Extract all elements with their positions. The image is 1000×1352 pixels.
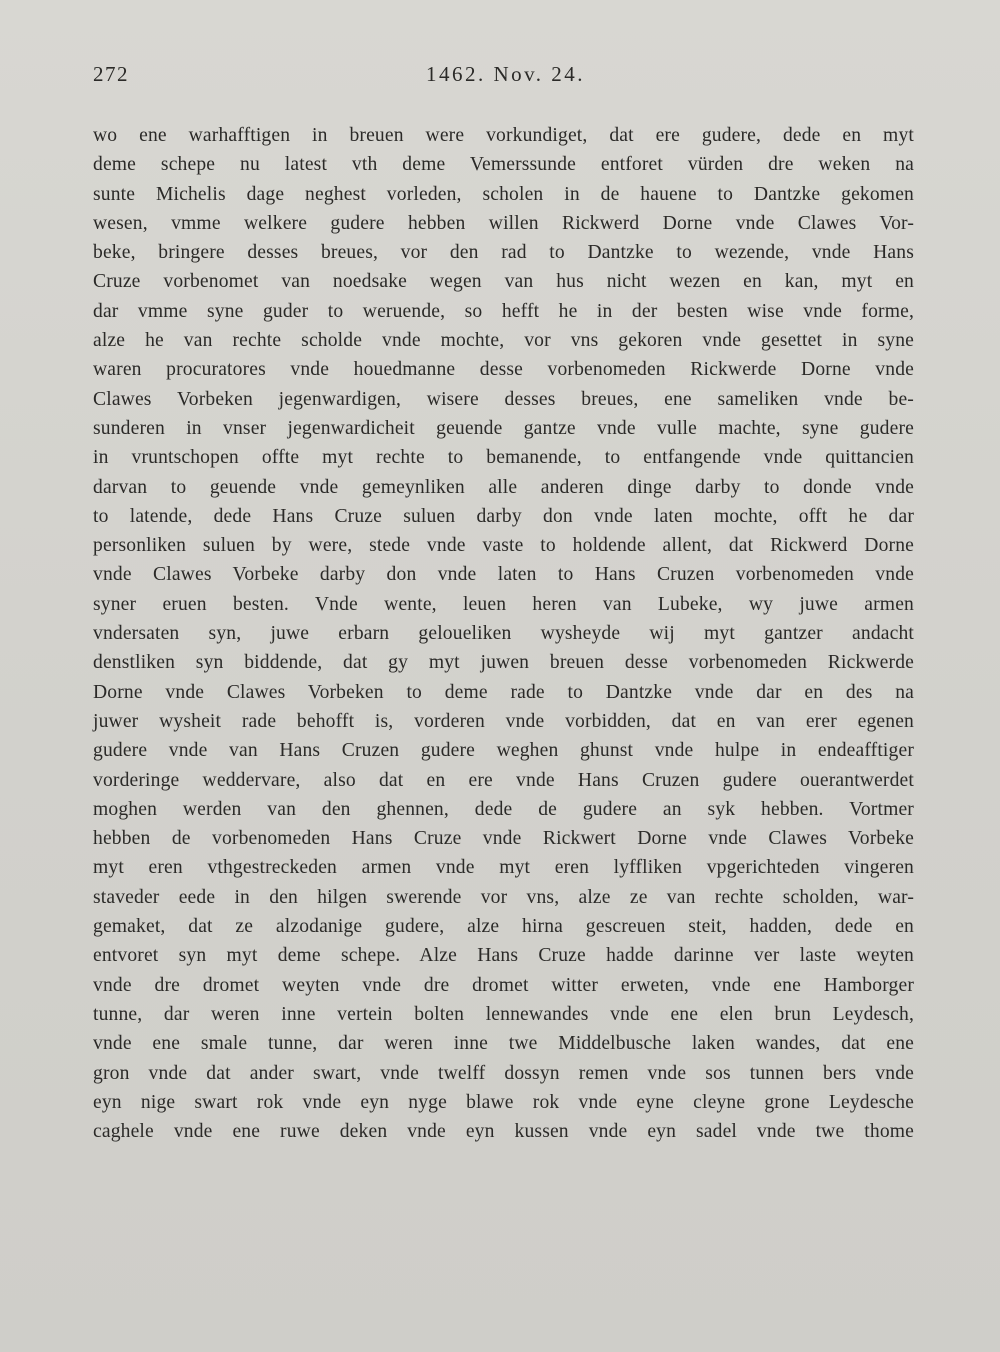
text-line: moghen werden van den ghennen, dede de gudere an syk hebben. Vortmer bbox=[93, 798, 914, 820]
text-line: denstliken syn biddende, dat gy myt juwen breuen desse vorbenomeden Rickwerde bbox=[93, 652, 914, 674]
text-line: darvan to geuende vnde gemeynliken alle anderen dinge darby to donde vnde bbox=[93, 476, 914, 498]
page-header bbox=[93, 62, 913, 90]
text-line: wesen, vmme welkere gudere hebben willen Rickwerd Dorne vnde Clawes Vor- bbox=[93, 212, 914, 234]
body-text bbox=[93, 121, 914, 1146]
text-line: tunne, dar weren inne vertein bolten lennewandes vnde ene elen brun Leydesch, bbox=[93, 1003, 914, 1025]
text-line: vnde ene smale tunne, dar weren inne twe Middelbusche laken wandes, dat ene bbox=[93, 1033, 914, 1055]
text-line: caghele vnde ene ruwe deken vnde eyn kussen vnde eyn sadel vnde twe thome bbox=[93, 1121, 914, 1143]
text-line: sunte Michelis dage neghest vorleden, scholen in de hauene to Dantzke gekomen bbox=[93, 183, 914, 205]
text-line: vnde Clawes Vorbeke darby don vnde laten to Hans Cruzen vorbenomeden vnde bbox=[93, 564, 914, 586]
text-line: gemaket, dat ze alzodanige gudere, alze hirna gescreuen steit, hadden, dede en bbox=[93, 916, 914, 938]
text-line: wo ene warhafftigen in breuen were vorkundiget, dat ere gudere, dede en myt bbox=[93, 125, 914, 146]
text-line: personliken suluen by were, stede vnde vaste to holdende allent, dat Rickwerd Dorne bbox=[93, 535, 914, 557]
text-line: hebben de vorbenomeden Hans Cruze vnde Rickwert Dorne vnde Clawes Vorbeke bbox=[93, 828, 914, 850]
text-line: vorderinge weddervare, also dat en ere vnde Hans Cruzen gudere ouerantwerdet bbox=[93, 769, 914, 791]
text-line: in vruntschopen offte myt rechte to bemanende, to entfangende vnde quittancien bbox=[93, 447, 914, 469]
text-line: gron vnde dat ander swart, vnde twelff dossyn remen vnde sos tunnen bers vnde bbox=[93, 1062, 914, 1084]
text-line: to latende, dede Hans Cruze suluen darby don vnde laten mochte, offt he dar bbox=[93, 505, 914, 527]
text-line: waren procuratores vnde houedmanne desse vorbenomeden Rickwerde Dorne vnde bbox=[93, 359, 914, 381]
text-line: myt eren vthgestreckeden armen vnde myt eren lyffliken vpgerichteden vingeren bbox=[93, 857, 914, 879]
text-line: Clawes Vorbeken jegenwardigen, wisere desses breues, ene sameliken vnde be- bbox=[93, 388, 914, 410]
text-line: eyn nige swart rok vnde eyn nyge blawe rok vnde eyne cleyne grone Leydesche bbox=[93, 1091, 914, 1113]
text-line: juwer wysheit rade behofft is, vorderen vnde vorbidden, dat en van erer egenen bbox=[93, 710, 914, 732]
text-line: syner eruen besten. Vnde wente, leuen heren van Lubeke, wy juwe armen bbox=[93, 593, 914, 615]
page-number: 272 bbox=[93, 62, 129, 86]
text-line: entvoret syn myt deme schepe. Alze Hans Cruze hadde darinne ver laste weyten bbox=[93, 945, 914, 967]
text-line: staveder eede in den hilgen swerende vor vns, alze ze van rechte scholden, war- bbox=[93, 886, 914, 908]
text-line: Cruze vorbenomet van noedsake wegen van hus nicht wezen en kan, myt en bbox=[93, 271, 914, 293]
text-line: vnde dre dromet weyten vnde dre dromet witter erweten, vnde ene Hamborger bbox=[93, 974, 914, 996]
text-line: beke, bringere desses breues, vor den rad to Dantzke to wezende, vnde Hans bbox=[93, 242, 914, 264]
text-line: gudere vnde van Hans Cruzen gudere weghen ghunst vnde hulpe in endeafftiger bbox=[93, 740, 914, 762]
text-line: sunderen in vnser jegenwardicheit geuende gantze vnde vulle machte, syne gudere bbox=[93, 417, 914, 439]
text-line: Dorne vnde Clawes Vorbeken to deme rade to Dantzke vnde dar en des na bbox=[93, 681, 914, 703]
text-line: dar vmme syne guder to weruende, so hefft he in der besten wise vnde forme, bbox=[93, 300, 914, 322]
running-head-date: 1462. Nov. 24. bbox=[426, 62, 586, 86]
text-line: deme schepe nu latest vth deme Vemerssunde entforet vürden dre weken na bbox=[93, 154, 914, 176]
text-line: vndersaten syn, juwe erbarn geloueliken wysheyde wij myt gantzer andacht bbox=[93, 623, 914, 645]
text-line: alze he van rechte scholde vnde mochte, vor vns gekoren vnde gesettet in syne bbox=[93, 330, 914, 352]
